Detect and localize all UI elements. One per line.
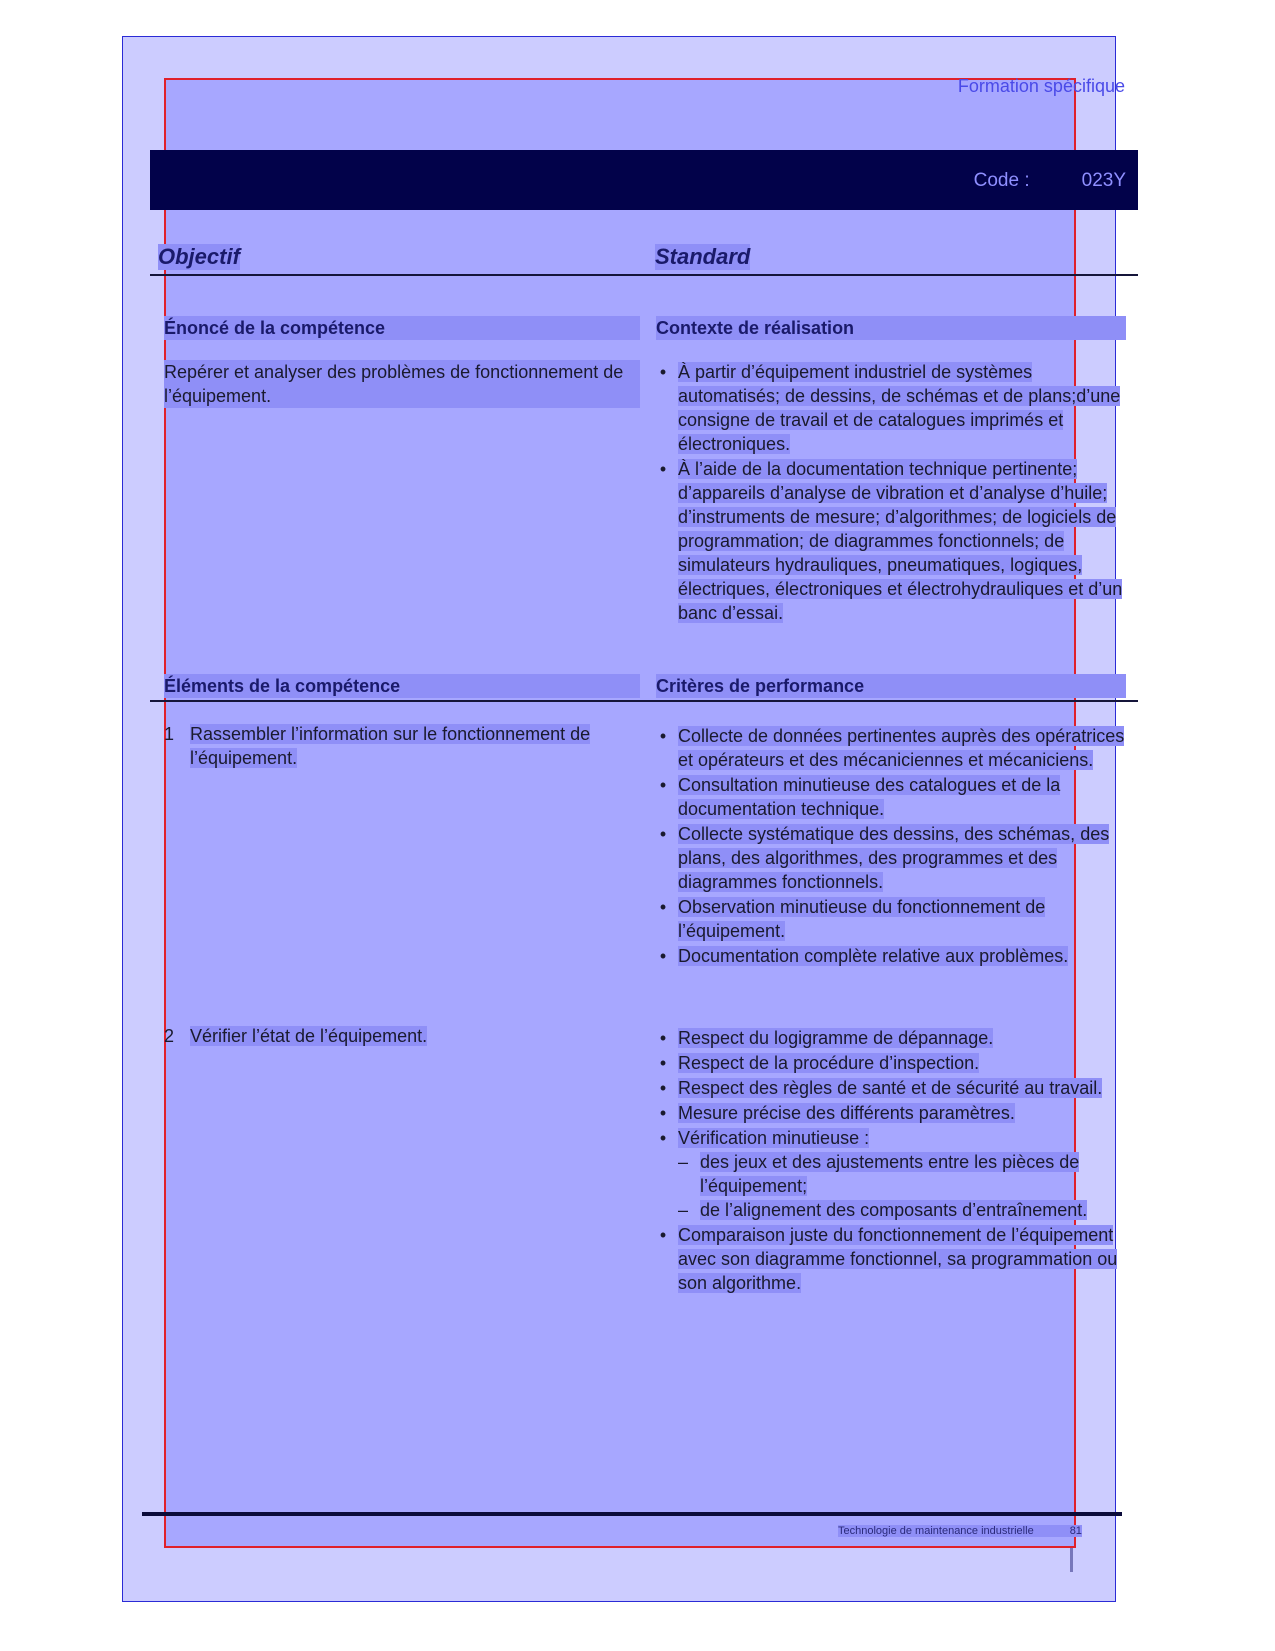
objectif-title: Objectif <box>158 244 240 269</box>
sub-list-item: – de l’alignement des composants d’entraînement. <box>678 1200 1088 1220</box>
sub-criteria-list <box>678 1150 1126 1222</box>
list-item: • Collecte de données pertinentes auprès des opératrices et opérateurs et des mécaniciennes et mécaniciens. <box>659 726 1125 770</box>
criteres-title-cell <box>656 674 1126 698</box>
code-value: 023Y <box>1081 170 1126 191</box>
list-item: • Documentation complète relative aux problèmes. <box>659 946 1069 966</box>
criteria-1 <box>656 724 1126 969</box>
sub-list-item: – des jeux et des ajustements entre les pièces de l’équipement; <box>678 1152 1080 1196</box>
footer-rule <box>142 1512 1122 1516</box>
code-label: Code : <box>973 170 1030 191</box>
standard-title: Standard <box>655 244 751 269</box>
page-footer <box>838 1525 1082 1537</box>
element-item: 2 Vérifier l’état de l’équipement. <box>164 1026 428 1046</box>
list-item: • Observation minutieuse du fonctionnement de l’équipement. <box>659 897 1046 941</box>
objective-header <box>150 244 1138 276</box>
enonce-title: Énoncé de la compétence <box>164 316 640 340</box>
contexte-title: Contexte de réalisation <box>656 316 1126 340</box>
list-item: • Respect des règles de santé et de sécurité au travail. <box>659 1078 1103 1098</box>
list-item: • Respect du logigramme de dépannage. <box>659 1028 994 1048</box>
elements-title-cell <box>164 674 640 698</box>
list-item: • Mesure précise des différents paramètres. <box>659 1103 1015 1123</box>
criteria-list <box>656 1026 1126 1295</box>
code-banner <box>150 150 1138 210</box>
list-item: • Consultation minutieuse des catalogues et de la documentation technique. <box>659 775 1061 819</box>
list-item: • À partir d’équipement industriel de systèmes automatisés; de dessins, de schémas et de plans;d’une consigne de travail et de catalogues imprimés et électroniques. <box>659 362 1121 454</box>
enonce-column <box>164 316 640 408</box>
enonce-text: Repérer et analyser des problèmes de fonctionnement de l’équipement. <box>164 360 640 408</box>
page-number: 81 <box>1069 1525 1082 1537</box>
element-item: 1 Rassembler l’information sur le fonctionnement de l’équipement. <box>164 724 591 768</box>
criteria-2 <box>656 1026 1126 1296</box>
list-item: • Respect de la procédure d’inspection. <box>659 1053 980 1073</box>
list-item: • À l’aide de la documentation technique pertinente; d’appareils d’analyse de vibration et d’analyse d’huile; d’instruments de mesure; d’algorithmes; de logiciels de programmation; de diagrammes fonctionnels; de simulateurs hydrauliques, pneumatiques, logiques, électriques, électroniques et électrohydrauliques et d’un banc d’essai. <box>659 459 1123 623</box>
criteres-title: Critères de performance <box>656 674 1126 698</box>
elements-rule <box>150 700 1138 702</box>
criteria-list <box>656 724 1126 968</box>
list-item: • Vérification minutieuse : – des jeux et des ajustements entre les pièces de l’équipement; – de l’alignement des composants d’entraînement. <box>656 1126 1126 1222</box>
contexte-list <box>656 360 1126 625</box>
contexte-column <box>656 316 1126 626</box>
list-item: • Comparaison juste du fonctionnement de l’équipement avec son diagramme fonctionnel, sa programmation ou son algorithme. <box>659 1225 1118 1293</box>
competency-code <box>974 170 1126 192</box>
footer-program: Technologie de maintenance industrielle <box>838 1525 1034 1537</box>
page-marker <box>1070 1548 1073 1572</box>
program-type-label: Formation spécifique <box>957 76 1125 96</box>
list-item: • Collecte systématique des dessins, des schémas, des plans, des algorithmes, des programmes et des diagrammes fonctionnels. <box>659 824 1110 892</box>
element-1 <box>164 722 640 770</box>
elements-title: Éléments de la compétence <box>164 674 640 698</box>
element-2 <box>164 1024 640 1048</box>
